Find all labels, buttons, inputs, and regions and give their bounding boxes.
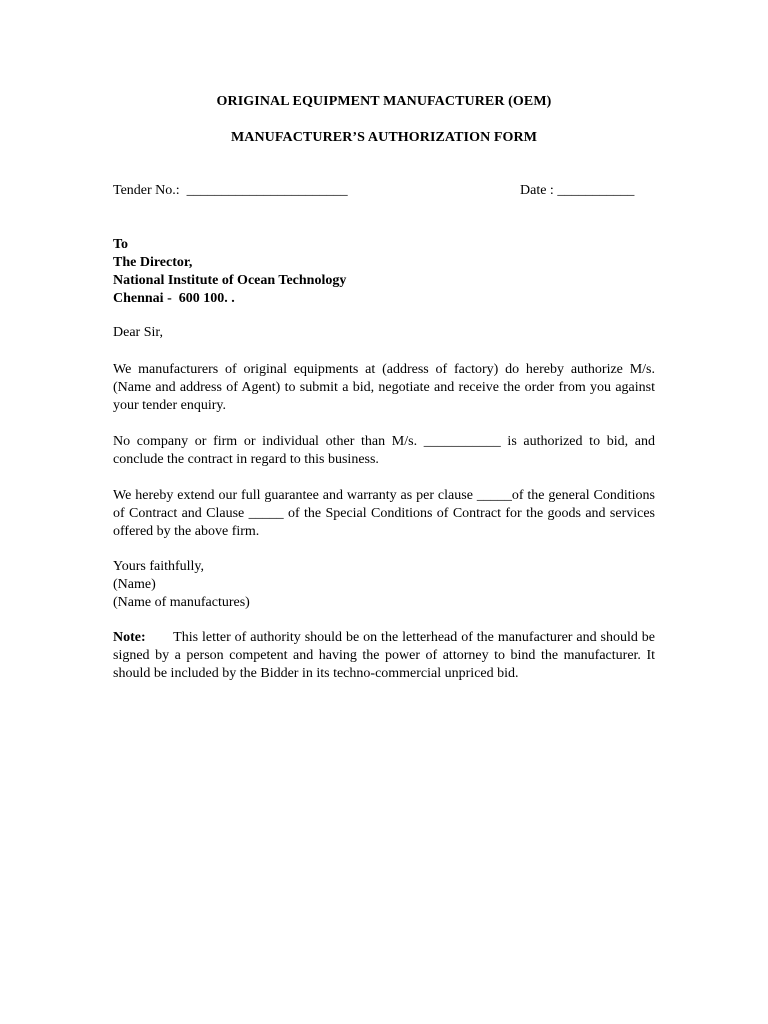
- document-title: ORIGINAL EQUIPMENT MANUFACTURER (OEM): [216, 94, 552, 109]
- address-line-1: The Director,: [113, 255, 193, 270]
- note-label: Note:: [113, 630, 146, 645]
- closing-block: [113, 558, 250, 612]
- exclusivity-paragraph: No company or firm or individual other than M/s. ___________ is authorized to bid, and conclude the contract in regard to this business.: [113, 434, 655, 467]
- date-blank: ___________: [557, 183, 635, 198]
- recipient-address: [113, 236, 346, 308]
- address-to: To: [113, 237, 129, 252]
- guarantee-paragraph: We hereby extend our full guarantee and warranty as per clause _____of the general Conditions of Contract and Clause _____ of the Special Conditions of Contract for the goods and services offered by the above firm.: [113, 488, 655, 539]
- authorization-paragraph: We manufacturers of original equipments at (address of factory) do hereby authorize M/s. (Name and address of Agent) to submit a bid, negotiate and receive the order from you against your tender enquiry.: [113, 362, 655, 413]
- tender-label: Tender No.:: [113, 183, 180, 198]
- note-paragraph: [113, 629, 655, 683]
- closing-line-3: (Name of manufactures): [113, 595, 250, 610]
- closing-line-1: Yours faithfully,: [113, 559, 205, 574]
- form-title: MANUFACTURER’S AUTHORIZATION FORM: [230, 130, 538, 145]
- date-label: Date :: [520, 183, 554, 198]
- tender-blank: _______________________: [186, 183, 348, 198]
- address-line-3: Chennai - 600 100. .: [113, 291, 235, 306]
- salutation: Dear Sir,: [113, 325, 163, 340]
- tender-number-field: [113, 183, 348, 199]
- address-line-2: National Institute of Ocean Technology: [113, 273, 347, 288]
- note-text: This letter of authority should be on the letterhead of the manufacturer and should be signed by a person competent and having the power of attorney to bind the manufacturer. It should be included by the Bidder in its techno-commercial unpriced bid.: [113, 630, 655, 681]
- date-field: [520, 183, 634, 199]
- closing-line-2: (Name): [113, 577, 156, 592]
